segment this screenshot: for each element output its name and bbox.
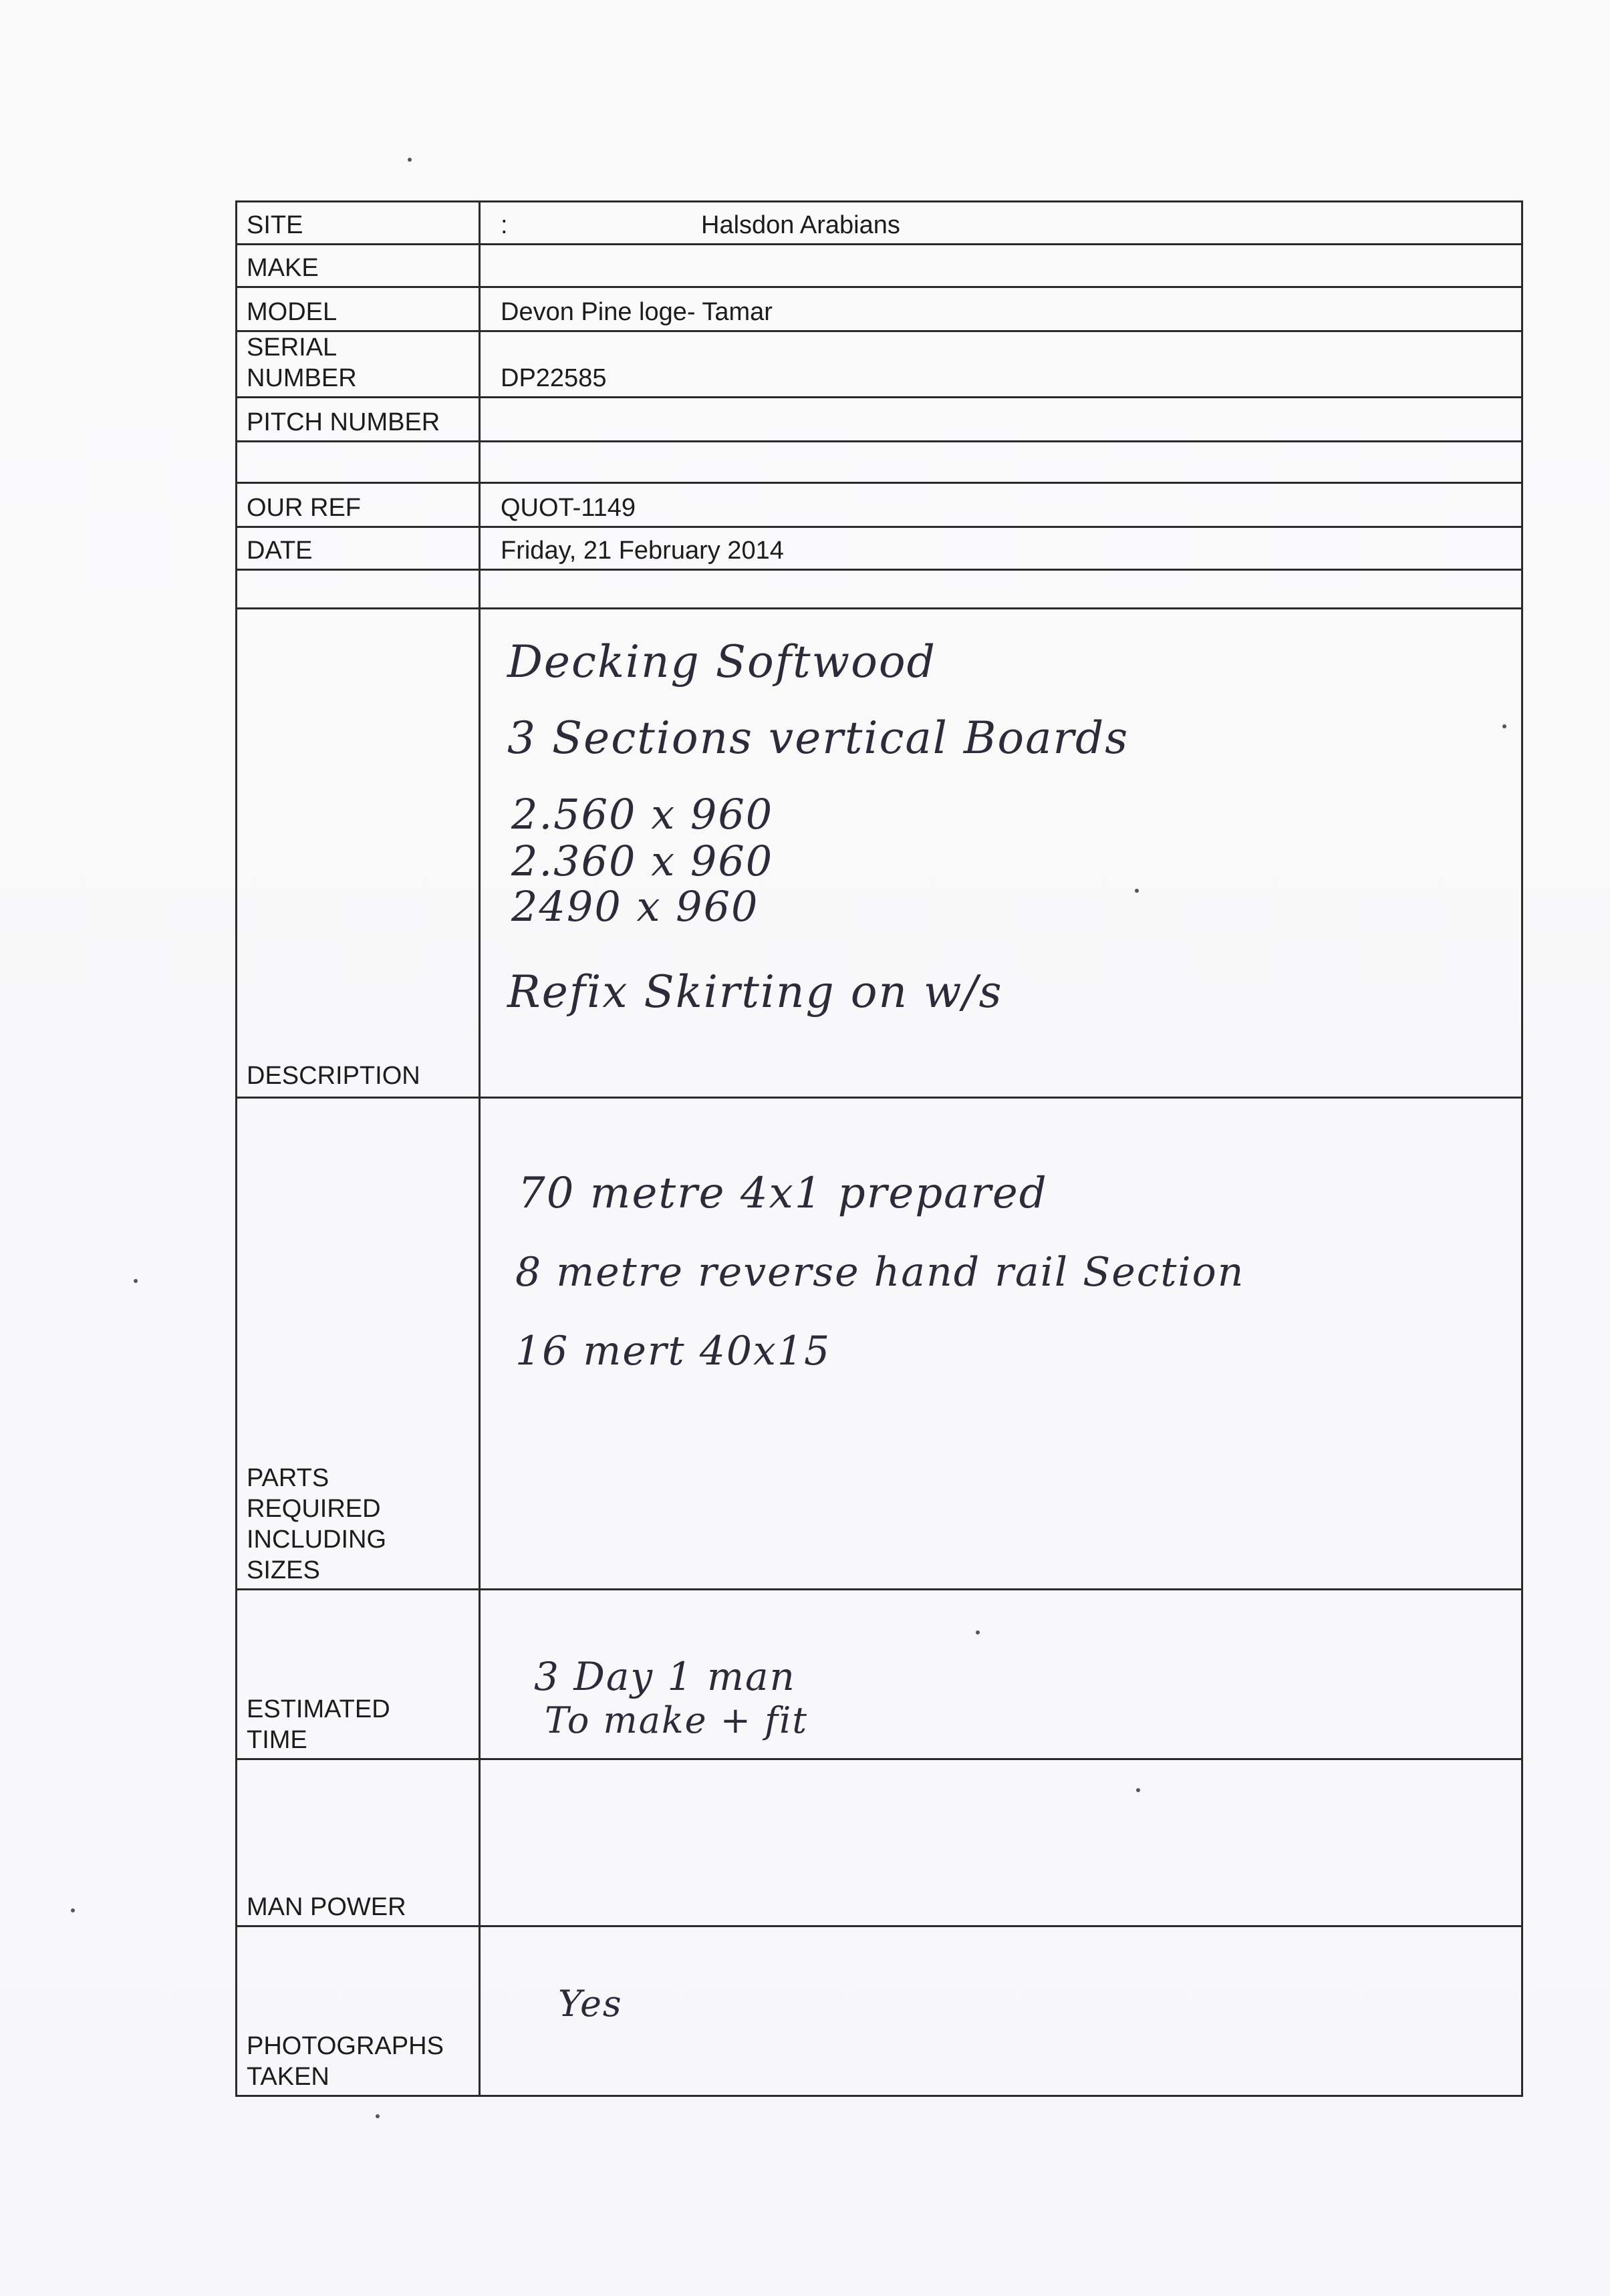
pitch-label: PITCH NUMBER [247,408,440,436]
handwritten-parts-line-1: 70 metre 4x1 prepared [518,1169,1048,1218]
photos-label-cell [237,1926,480,2096]
row-date [237,527,1522,570]
man-power-label: MAN POWER [247,1893,406,1921]
row-serial-number [237,331,1522,398]
make-value [490,283,1521,286]
row-blank-1 [237,442,1522,483]
man-power-value [490,1922,1521,1925]
scan-speck [1136,1788,1140,1792]
time-label-line2: TIME [247,1726,307,1754]
model-label: MODEL [247,298,338,326]
time-label-cell [237,1590,480,1759]
scan-speck [1135,889,1139,893]
handwritten-description-line-1: Decking Softwood [507,636,936,688]
photos-label-line1: PHOTOGRAPHS [247,2032,444,2060]
man-power-value-cell [480,1759,1522,1926]
handwritten-time-line-2: To make + fit [545,1699,809,1741]
scan-speck [1502,724,1506,728]
handwritten-description-line-3: 2.560 x 960 [511,790,774,839]
site-label-cell [237,202,480,245]
make-label-cell [237,245,480,287]
pitch-value-cell [480,398,1522,442]
scan-speck [71,1908,75,1912]
time-label-line1: ESTIMATED [247,1695,390,1723]
row-photographs-taken [237,1926,1522,2096]
model-value: Devon Pine loge- Tamar [501,298,773,326]
model-label-cell [237,287,480,331]
row-pitch-number [237,398,1522,442]
pitch-label-cell [237,398,480,442]
scan-speck [376,2114,380,2118]
parts-label-line1: PARTS [247,1464,329,1492]
handwritten-parts-line-2: 8 metre reverse hand rail Section [515,1249,1245,1296]
our-ref-label-cell [237,483,480,527]
photos-value-cell [480,1926,1522,2096]
scan-speck [408,158,412,162]
description-value-cell [480,609,1522,1098]
handwritten-description-line-5: 2490 x 960 [511,882,759,931]
date-value: Friday, 21 February 2014 [501,537,784,565]
date-label-cell [237,527,480,570]
row-site [237,202,1522,245]
serial-value-cell [480,331,1522,398]
scan-speck [976,1630,980,1634]
description-label: DESCRIPTION [247,1062,420,1090]
handwritten-description-line-2: 3 Sections vertical Boards [507,712,1129,764]
date-value-cell [480,527,1522,570]
date-label: DATE [247,537,313,565]
handwritten-photos-value: Yes [558,1983,623,2025]
row-estimated-time [237,1590,1522,1759]
site-value-cell [480,202,1522,245]
serial-value: DP22585 [501,364,607,392]
row-man-power [237,1759,1522,1926]
blank-label-cell-1 [237,442,480,483]
serial-label-line1: SERIAL [247,333,338,362]
row-make [237,245,1522,287]
parts-label-line4: SIZES [247,1556,320,1584]
serial-label-line2: NUMBER [247,364,357,392]
man-power-label-cell [237,1759,480,1926]
make-value-cell [480,245,1522,287]
row-blank-2 [237,570,1522,609]
site-label: SITE [247,211,303,239]
handwritten-description-line-6: Refix Skirting on w/s [507,966,1003,1018]
model-value-cell [480,287,1522,331]
job-quote-form [235,200,1523,2097]
row-description [237,609,1522,1098]
our-ref-label: OUR REF [247,494,361,522]
parts-label-cell [237,1098,480,1590]
serial-label-cell [237,331,480,398]
row-parts-required [237,1098,1522,1590]
our-ref-value-cell [480,483,1522,527]
site-value: Halsdon Arabians [701,211,900,239]
row-our-ref [237,483,1522,527]
parts-label-line2: REQUIRED [247,1495,381,1523]
parts-label-line3: INCLUDING [247,1526,387,1554]
site-colon: : [501,211,508,239]
handwritten-time-line-1: 3 Day 1 man [534,1654,796,1699]
parts-value-cell [480,1098,1522,1590]
our-ref-value: QUOT-1149 [501,494,636,522]
time-value-cell [480,1590,1522,1759]
row-model [237,287,1522,331]
pitch-value [490,438,1521,440]
handwritten-description-line-4: 2.360 x 960 [511,837,774,885]
handwritten-parts-line-3: 16 mert 40x15 [515,1328,831,1375]
description-label-cell [237,609,480,1098]
blank-label-cell-2 [237,570,480,609]
scan-speck [134,1279,138,1283]
make-label: MAKE [247,254,319,282]
blank-value-cell-1 [480,442,1522,483]
blank-value-cell-2 [480,570,1522,609]
photos-label-line2: TAKEN [247,2063,329,2091]
